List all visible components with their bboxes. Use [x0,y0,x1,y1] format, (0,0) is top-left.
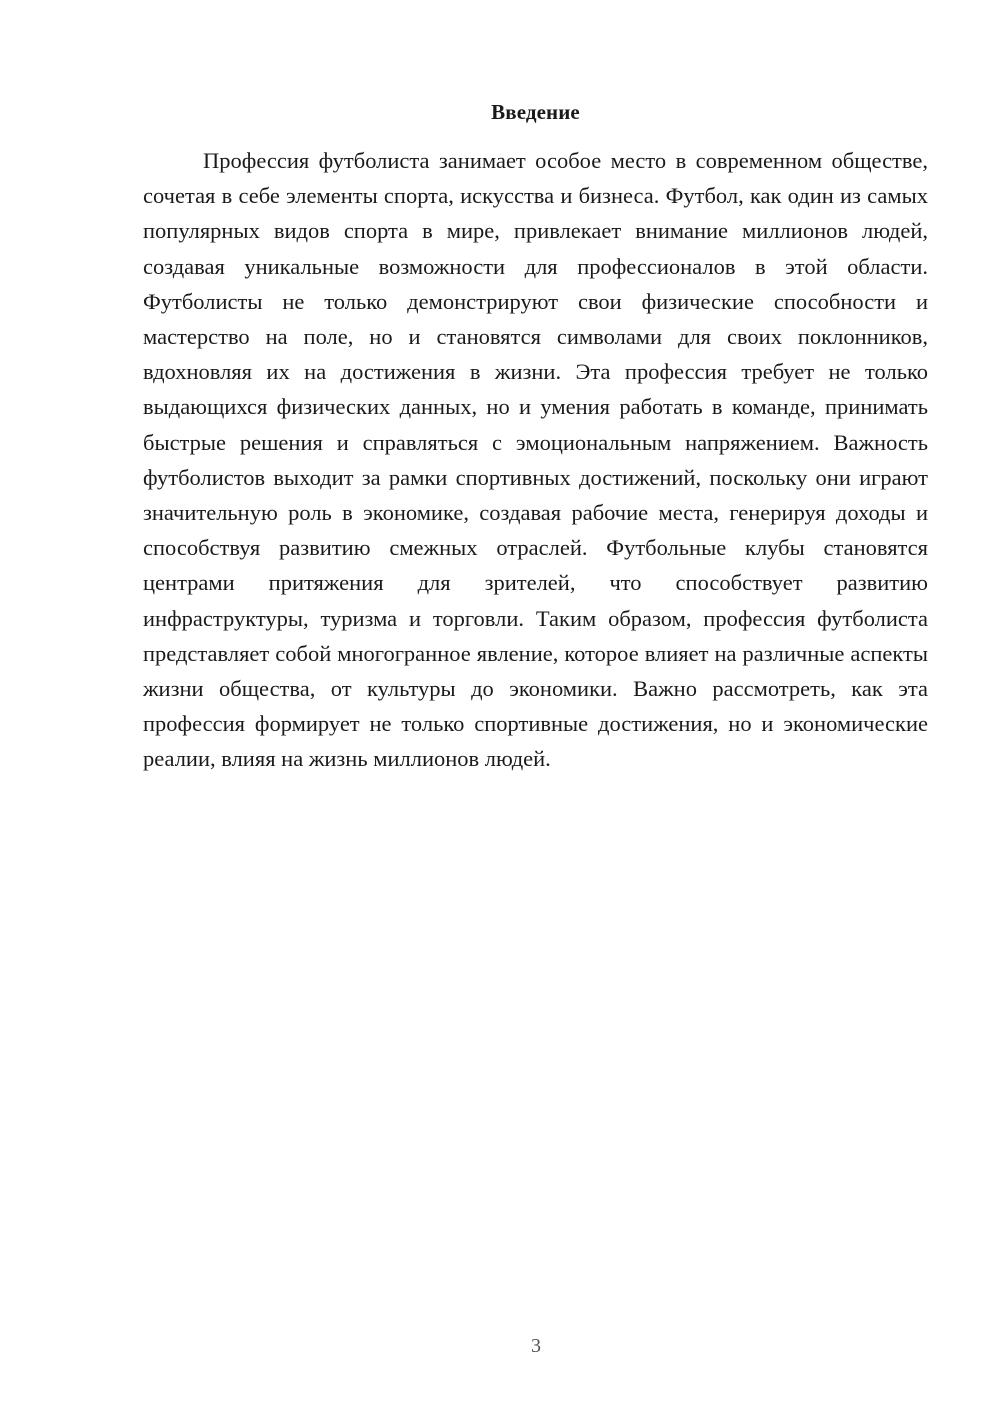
page-number: 3 [531,1335,541,1357]
body-paragraph: Профессия футболиста занимает особое место в современном обществе, сочетая в себе элементы спорта, искусства и бизнеса. Футбол, как один из самых популярных видов спорта в мире, привлекает внимание миллионов людей, создавая уникальные возможности для профессионалов в этой области. Футболисты не только демонстрируют свои физические способности и мастерство на поле, но и становятся символами для своих поклонников, вдохновляя их на достижения в жизни. Эта профессия требует не только выдающихся физических данных, но и умения работать в команде, принимать быстрые решения и справляться с эмоциональным напряжением. Важность футболистов выходит за рамки спортивных достижений, поскольку они играют значительную роль в экономике, создавая рабочие места, генерируя доходы и способствуя развитию смежных отраслей. Футбольные клубы становятся центрами притяжения для зрителей, что способствует развитию инфраструктуры, туризма и торговли. Таким образом, профессия футболиста представляет собой многогранное явление, которое влияет на различные аспекты жизни общества, от культуры до экономики. Важно рассмотреть, как эта профессия формирует не только спортивные достижения, но и экономические реалии, влияя на жизнь миллионов людей. [143,148,928,772]
section-heading: Введение [491,100,580,124]
